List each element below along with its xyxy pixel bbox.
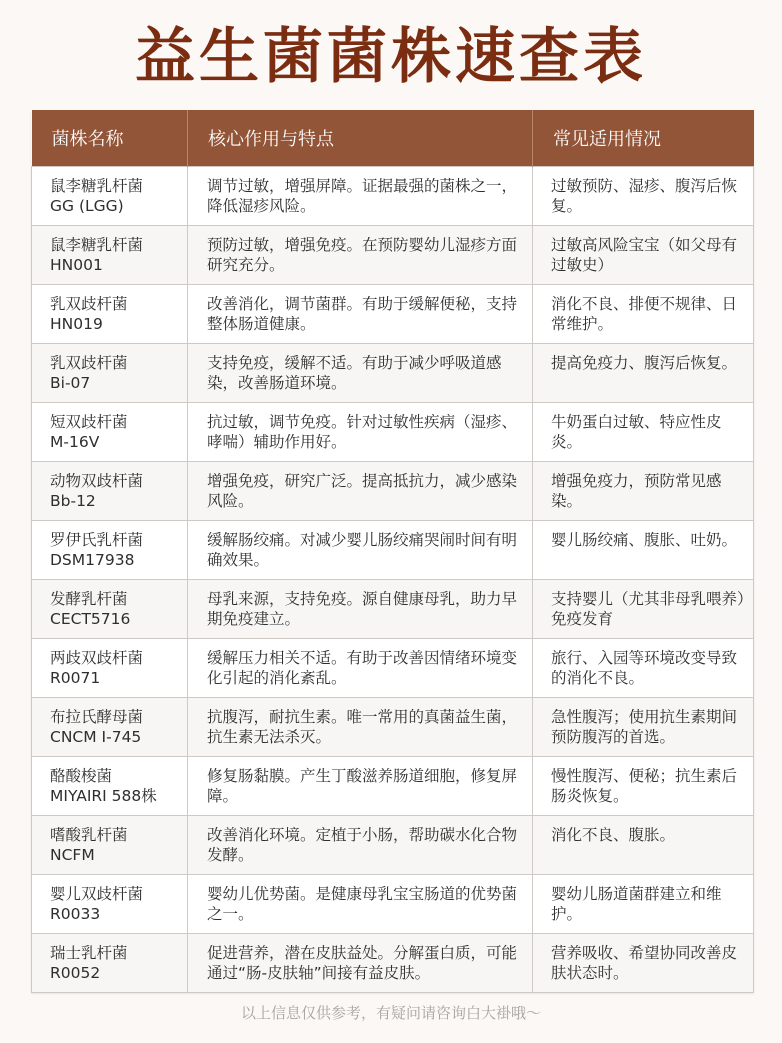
effect-cell: 抗腹泻，耐抗生素。唯一常用的真菌益生菌，抗生素无法杀灭。 — [188, 698, 533, 757]
usage-cell: 营养吸收、希望协同改善皮肤状态时。 — [533, 934, 754, 993]
strain-code: MIYAIRI 588株 — [50, 787, 157, 805]
strain-name-cn: 婴儿双歧杆菌 — [50, 885, 144, 903]
strain-name-cn: 嗜酸乳杆菌 — [50, 826, 128, 844]
table-row — [32, 226, 754, 285]
effect-cell: 婴幼儿优势菌。是健康母乳宝宝肠道的优势菌之一。 — [188, 875, 533, 934]
strain-code: HN019 — [50, 315, 103, 333]
strain-name-cn: 发酵乳杆菌 — [50, 590, 128, 608]
usage-cell: 消化不良、排便不规律、日常维护。 — [533, 285, 754, 344]
effect-cell: 母乳来源，支持免疫。源自健康母乳，助力早期免疫建立。 — [188, 580, 533, 639]
strain-name-cell — [32, 875, 188, 934]
strain-name-cn: 瑞士乳杆菌 — [50, 944, 128, 962]
strain-code: CNCM I-745 — [50, 728, 142, 746]
usage-cell: 过敏预防、湿疹、腹泻后恢复。 — [533, 167, 754, 226]
effect-cell: 预防过敏，增强免疫。在预防婴幼儿湿疹方面研究充分。 — [188, 226, 533, 285]
usage-cell: 消化不良、腹胀。 — [533, 816, 754, 875]
table-row — [32, 757, 754, 816]
strain-code: R0033 — [50, 905, 101, 923]
table-row — [32, 934, 754, 993]
strain-name-cell — [32, 816, 188, 875]
effect-cell: 改善消化环境。定植于小肠，帮助碳水化合物发酵。 — [188, 816, 533, 875]
strain-name-cell — [32, 344, 188, 403]
table-row — [32, 167, 754, 226]
strain-name-cn: 乳双歧杆菌 — [50, 295, 128, 313]
strain-name-cell — [32, 757, 188, 816]
usage-cell: 婴幼儿肠道菌群建立和维护。 — [533, 875, 754, 934]
strain-name-cell — [32, 462, 188, 521]
strain-name-cn: 乳双歧杆菌 — [50, 354, 128, 372]
strain-code: DSM17938 — [50, 551, 135, 569]
table-row — [32, 521, 754, 580]
strain-name-cn: 短双歧杆菌 — [50, 413, 128, 431]
strain-code: R0071 — [50, 669, 101, 687]
page-title: 益生菌菌株速查表 — [135, 22, 647, 92]
effect-cell: 改善消化，调节菌群。有助于缓解便秘，支持整体肠道健康。 — [188, 285, 533, 344]
strain-name-cn: 酪酸梭菌 — [50, 767, 113, 785]
column-header-strain-name: 菌株名称 — [32, 110, 188, 167]
strain-name-cn: 鼠李糖乳杆菌 — [50, 177, 144, 195]
column-header-usage: 常见适用情况 — [533, 110, 754, 167]
table-row — [32, 344, 754, 403]
effect-cell: 促进营养，潜在皮肤益处。分解蛋白质，可能通过“肠-皮肤轴”间接有益皮肤。 — [188, 934, 533, 993]
strain-code: Bb-12 — [50, 492, 96, 510]
table-row — [32, 462, 754, 521]
effect-cell: 支持免疫，缓解不适。有助于减少呼吸道感染，改善肠道环境。 — [188, 344, 533, 403]
strain-code: NCFM — [50, 846, 95, 864]
strain-name-cell — [32, 580, 188, 639]
strain-name-cn: 动物双歧杆菌 — [50, 472, 144, 490]
effect-cell: 缓解压力相关不适。有助于改善因情绪环境变化引起的消化紊乱。 — [188, 639, 533, 698]
strain-code: Bi-07 — [50, 374, 91, 392]
effect-cell: 修复肠黏膜。产生丁酸滋养肠道细胞，修复屏障。 — [188, 757, 533, 816]
strain-name-cell — [32, 285, 188, 344]
strain-name-cell — [32, 403, 188, 462]
table-row — [32, 580, 754, 639]
usage-cell: 旅行、入园等环境改变导致的消化不良。 — [533, 639, 754, 698]
usage-cell: 提高免疫力、腹泻后恢复。 — [533, 344, 754, 403]
strain-name-cn: 鼠李糖乳杆菌 — [50, 236, 144, 254]
usage-cell: 牛奶蛋白过敏、特应性皮炎。 — [533, 403, 754, 462]
usage-cell: 过敏高风险宝宝（如父母有过敏史） — [533, 226, 754, 285]
strain-name-cell — [32, 698, 188, 757]
strain-name-cell — [32, 934, 188, 993]
table-row — [32, 875, 754, 934]
strain-code: HN001 — [50, 256, 103, 274]
table-row — [32, 816, 754, 875]
strain-name-cell — [32, 167, 188, 226]
strain-name-cell — [32, 226, 188, 285]
strain-code: M-16V — [50, 433, 100, 451]
probiotic-strain-table — [31, 110, 754, 993]
table-row — [32, 639, 754, 698]
table-row — [32, 285, 754, 344]
strain-name-cn: 两歧双歧杆菌 — [50, 649, 144, 667]
effect-cell: 缓解肠绞痛。对减少婴儿肠绞痛哭闹时间有明确效果。 — [188, 521, 533, 580]
table-header-row — [32, 110, 754, 167]
usage-cell: 急性腹泻；使用抗生素期间预防腹泻的首选。 — [533, 698, 754, 757]
strain-name-cn: 布拉氏酵母菌 — [50, 708, 144, 726]
strain-name-cell — [32, 639, 188, 698]
effect-cell: 调节过敏，增强屏障。证据最强的菌株之一，降低湿疹风险。 — [188, 167, 533, 226]
strain-name-cell — [32, 521, 188, 580]
usage-cell: 慢性腹泻、便秘；抗生素后肠炎恢复。 — [533, 757, 754, 816]
effect-cell: 抗过敏，调节免疫。针对过敏性疾病（湿疹、哮喘）辅助作用好。 — [188, 403, 533, 462]
strain-code: R0052 — [50, 964, 101, 982]
table-row — [32, 698, 754, 757]
usage-cell: 支持婴儿（尤其非母乳喂养）免疫发育 — [533, 580, 754, 639]
disclaimer-footer: 以上信息仅供参考，有疑问请咨询白大褂哦～ — [240, 1004, 541, 1022]
strain-code: CECT5716 — [50, 610, 131, 628]
strain-name-cn: 罗伊氏乳杆菌 — [50, 531, 144, 549]
strain-code: GG (LGG) — [50, 197, 124, 215]
effect-cell: 增强免疫，研究广泛。提高抵抗力，减少感染风险。 — [188, 462, 533, 521]
table-row — [32, 403, 754, 462]
column-header-core-effect: 核心作用与特点 — [188, 110, 533, 167]
usage-cell: 增强免疫力，预防常见感染。 — [533, 462, 754, 521]
usage-cell: 婴儿肠绞痛、腹胀、吐奶。 — [533, 521, 754, 580]
